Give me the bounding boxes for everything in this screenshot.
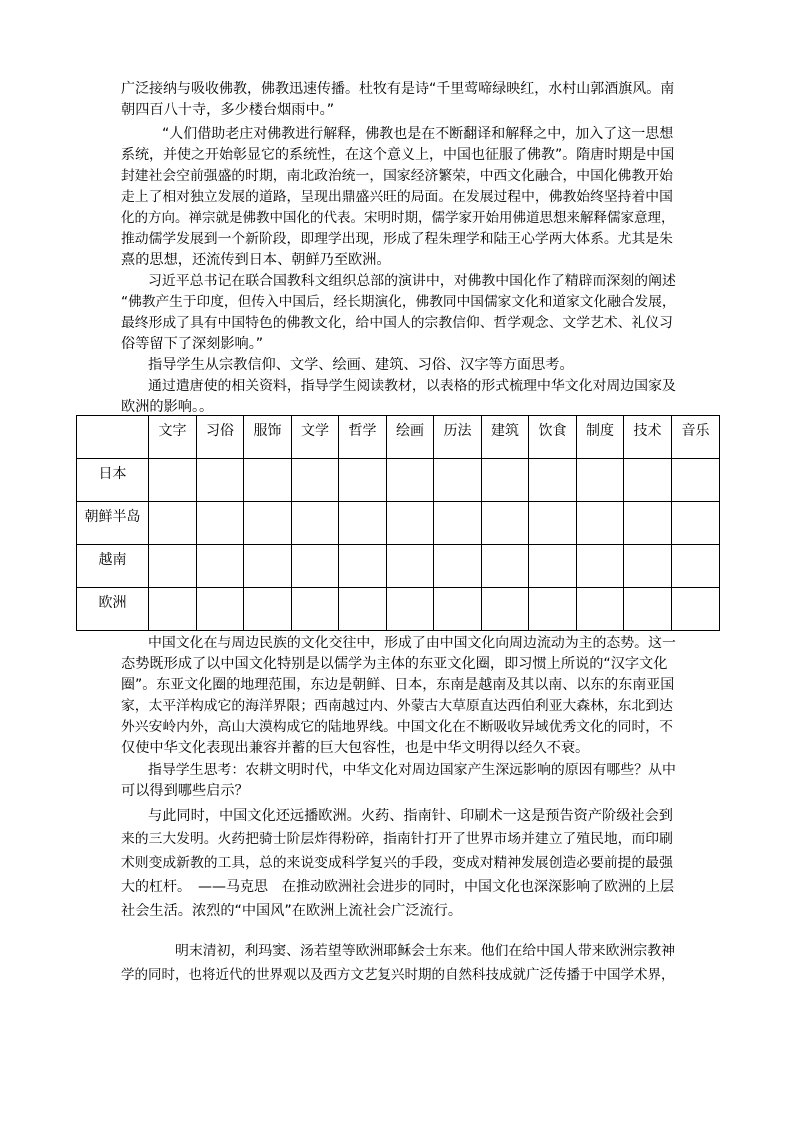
table-cell	[624, 545, 672, 588]
table-cell	[577, 459, 624, 502]
table-cell	[244, 545, 292, 588]
text-line: 俗等留下了深刻影响。”	[121, 336, 264, 352]
text-line: 封建社会空前强盛的时期，南北政治统一，国家经济繁荣，中西文化融合，中国化佛教开始	[121, 168, 673, 184]
text-line: 术则变成新教的工具，总的来说变成科学复兴的手段，变成对精神发展创造必要前提的最强	[121, 855, 673, 871]
table-row	[77, 588, 720, 631]
table-header-cell	[77, 416, 149, 459]
table-header-cell: 习俗	[197, 416, 244, 459]
text-line: 社会生活。浓烈的“中国风”在欧洲上流社会广泛流行。	[121, 903, 463, 919]
text-line: 明末清初，利玛窦、汤若望等欧洲耶稣会士东来。他们在给中国人带来欧洲宗教神	[175, 943, 676, 959]
text-line: 学的同时，也将近代的世界观以及西方文艺复兴时期的自然科技成就广泛传播于中国学术界，	[121, 967, 675, 983]
table-cell	[149, 502, 197, 545]
table-header-row	[77, 416, 720, 459]
table-header-cell: 音乐	[672, 416, 720, 459]
table-cell	[529, 545, 577, 588]
text-line: 仅使中华文化表现出兼容并蓄的巨大包容性，也是中华文明得以经久不衰。	[121, 740, 590, 756]
text-line: 最终形成了具有中国特色的佛教文化，给中国人的宗教信仰、哲学观念、文学艺术、礼仪习	[121, 315, 673, 331]
table-row	[77, 502, 720, 545]
table-cell	[292, 588, 339, 631]
table-header-cell: 技术	[624, 416, 672, 459]
table-cell	[624, 502, 672, 545]
text-line: 家，太平洋构成它的海洋界限；西南越过内、外蒙古大草原直达西伯利亚大森林，东北到达	[121, 698, 673, 714]
table-cell	[197, 545, 244, 588]
table-header-cell: 文学	[292, 416, 339, 459]
table-cell	[149, 459, 197, 502]
table-cell	[339, 545, 387, 588]
table-cell	[149, 545, 197, 588]
table-row-label: 日本	[77, 459, 149, 502]
table-cell	[672, 459, 720, 502]
table-cell	[672, 588, 720, 631]
table-cell	[434, 545, 482, 588]
table-cell	[672, 502, 720, 545]
table-row-label: 朝鲜半岛	[77, 502, 149, 545]
text-line: 欧洲的影响。。	[121, 399, 214, 415]
text-line: 与此同时，中国文化还远播欧洲。火药、指南针、印刷术一这是预告资产阶级社会到	[148, 808, 673, 824]
table-cell	[292, 545, 339, 588]
table-header-cell: 哲学	[339, 416, 387, 459]
text-line: 可以得到哪些启示？	[121, 783, 249, 799]
table-cell	[197, 588, 244, 631]
text-line: “佛教产生于印度，但传入中国后，经长期演化，佛教同中国儒家文化和道家文化融合发展，	[121, 294, 676, 310]
text-line: 习近平总书记在联合国教科文组织总部的演讲中，对佛教中国化作了精辟而深刻的阐述	[148, 273, 676, 289]
text-line: 指导学生思考：农耕文明时代，中华文化对周边国家产生深远影响的原因有哪些？从中	[148, 762, 676, 778]
table-header-cell: 绘画	[387, 416, 434, 459]
table-cell	[292, 459, 339, 502]
table-header-cell: 制度	[577, 416, 624, 459]
table-cell	[482, 459, 529, 502]
table-cell	[577, 588, 624, 631]
text-line: 通过遣唐使的相关资料，指导学生阅读教材，以表格的形式梳理中华文化对周边国家及	[148, 378, 676, 394]
text-line: 系统，并使之开始彰显它的系统性，在这个意义上，中国也征服了佛教”。隋唐时期是中国	[121, 147, 675, 163]
table-header-cell: 历法	[434, 416, 482, 459]
table-cell	[434, 502, 482, 545]
table-cell	[624, 459, 672, 502]
table-cell	[434, 588, 482, 631]
culture-influence-table	[76, 415, 720, 631]
text-line: 熹的思想，还流传到日本、朝鲜乃至欧洲。	[121, 252, 391, 268]
table-cell	[482, 588, 529, 631]
table-cell	[339, 588, 387, 631]
table-cell	[149, 588, 197, 631]
table-cell	[292, 502, 339, 545]
text-line: 推动儒学发展到一个新阶段，即理学出现，形成了程朱理学和陆王心学两大体系。尤其是朱	[121, 231, 673, 247]
table-cell	[482, 502, 529, 545]
table-cell	[624, 588, 672, 631]
table-header-cell: 服饰	[244, 416, 292, 459]
text-line: 圈”。东亚文化圈的地理范围，东边是朝鲜、日本，东南是越南及其以南、以东的东南亚国	[121, 677, 675, 693]
table-header-cell: 饮食	[529, 416, 577, 459]
text-line: 化的方向。禅宗就是佛教中国化的代表。宋明时期，儒学家开始用佛道思想来解释儒家意理，	[121, 210, 675, 226]
table-cell	[577, 545, 624, 588]
table-header-cell: 文字	[149, 416, 197, 459]
text-line: 态势既形成了以中国文化特别是以儒学为主体的东亚文化圈，即习惯上所说的“汉字文化	[121, 656, 668, 672]
table-row-label: 欧洲	[77, 588, 149, 631]
table-cell	[387, 545, 434, 588]
table-cell	[672, 545, 720, 588]
table-cell	[244, 459, 292, 502]
text-line: 外兴安岭内外，高山大漠构成它的陆地界线。中国文化在不断吸收异域优秀文化的同时，不	[121, 719, 673, 735]
table-cell	[434, 459, 482, 502]
table-row	[77, 545, 720, 588]
text-line: 大的杠杆。 ——马克思 在推动欧洲社会进步的同时，中国文化也深深影响了欧洲的上层	[121, 879, 674, 895]
table-cell	[244, 502, 292, 545]
table-cell	[339, 459, 387, 502]
table-cell	[387, 502, 434, 545]
text-line: “人们借助老庄对佛教进行解释，佛教也是在不断翻译和解释之中，加入了这一思想	[162, 126, 674, 142]
table-cell	[244, 588, 292, 631]
table-cell	[529, 502, 577, 545]
table-cell	[482, 545, 529, 588]
table-cell	[387, 588, 434, 631]
text-line: 走上了相对独立发展的道路，呈现出鼎盛兴旺的局面。在发展过程中，佛教始终坚持着中国	[121, 189, 673, 205]
table-row-label: 越南	[77, 545, 149, 588]
table-cell	[387, 459, 434, 502]
text-line: 中国文化在与周边民族的文化交往中，形成了由中国文化向周边流动为主的态势。这一	[148, 635, 676, 651]
table-cell	[529, 588, 577, 631]
table-cell	[197, 459, 244, 502]
text-line: 来的三大发明。火药把骑士阶层炸得粉碎，指南针打开了世界市场并建立了殖民地，而印刷	[121, 831, 673, 847]
table-row	[77, 459, 720, 502]
table-cell	[577, 502, 624, 545]
table-header-cell: 建筑	[482, 416, 529, 459]
text-line: 广泛接纳与吸收佛教，佛教迅速传播。杜牧有是诗“千里莺啼绿映红，水村山郭酒旗风。南	[121, 81, 675, 97]
text-line: 朝四百八十寺，多少楼台烟雨中。”	[121, 102, 335, 118]
table-cell	[339, 502, 387, 545]
table-cell	[529, 459, 577, 502]
text-line: 指导学生从宗教信仰、文学、绘画、建筑、习俗、汉字等方面思考。	[148, 357, 574, 373]
table-cell	[197, 502, 244, 545]
